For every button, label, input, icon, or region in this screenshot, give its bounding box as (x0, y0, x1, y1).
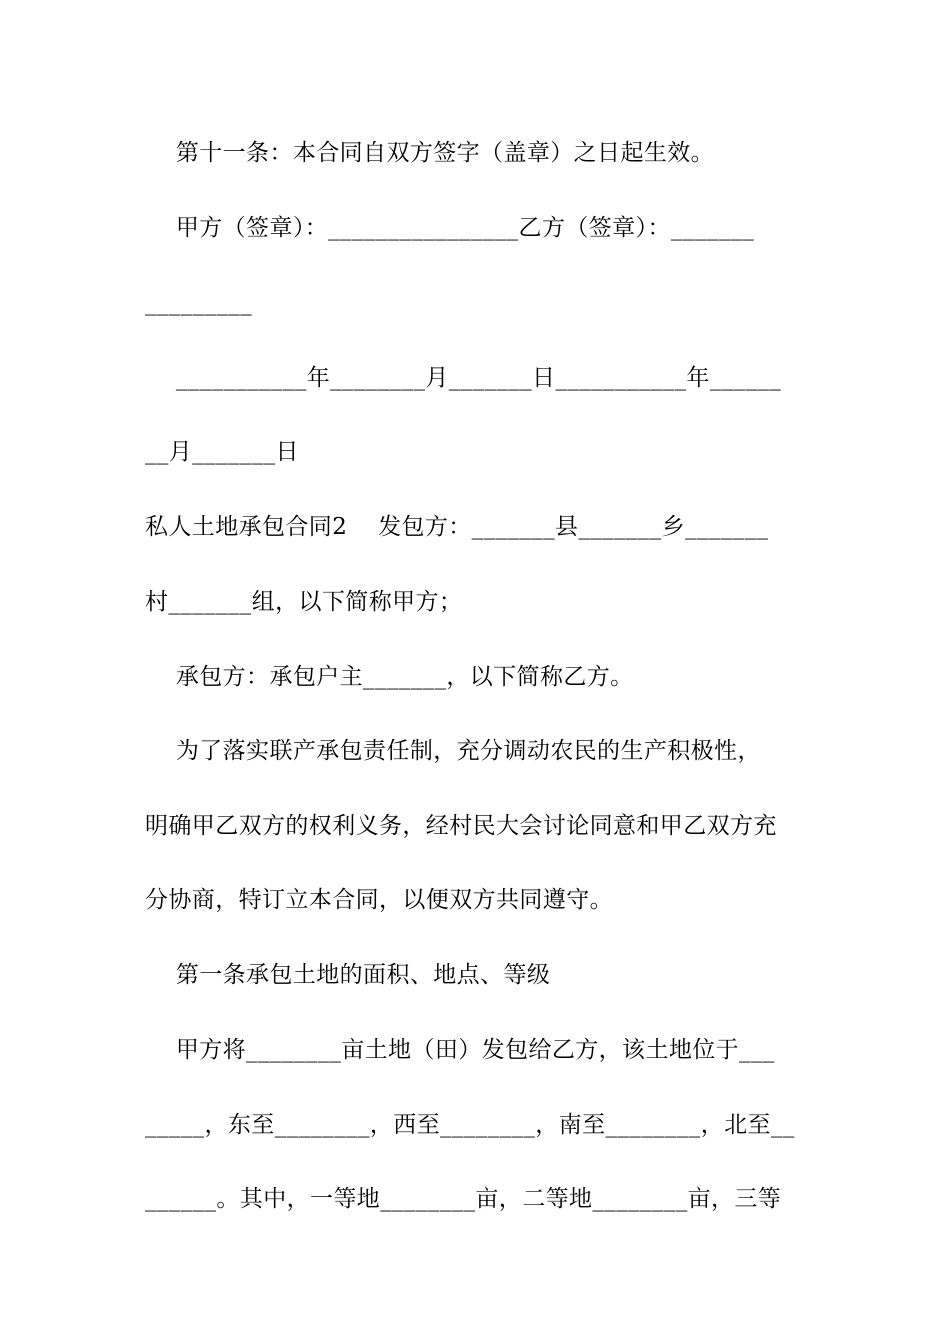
clause-1-heading: 第一条承包土地的面积、地点、等级 (145, 962, 551, 988)
signature-line-continued: _________ (145, 290, 253, 316)
contractor-line: 承包方：承包户主_______，以下简称乙方。 (145, 664, 634, 690)
clause-11-effective: 第十一条：本合同自双方签字（盖章）之日起生效。 (145, 140, 715, 166)
purpose-paragraph-line-1: 为了落实联产承包责任制，充分调动农民的生产积极性， (145, 738, 761, 764)
purpose-paragraph-line-2: 明确甲乙双方的权利义务，经村民大会讨论同意和甲乙双方充 (145, 813, 777, 839)
land-area-line-1: 甲方将________亩土地（田）发包给乙方，该土地位于___ (145, 1037, 775, 1063)
date-line-continued: __月_______日 (145, 439, 299, 465)
land-area-line-3: ______。其中，一等地________亩，二等地________亩，三等 (145, 1186, 782, 1212)
employer-continued: 村_______组，以下简称甲方； (145, 589, 463, 615)
signature-line-parties: 甲方（签章）：________________乙方（签章）：_______ (145, 215, 755, 241)
date-line: ___________年________月_______日___________年______ (145, 365, 782, 391)
land-area-line-2: _____，东至________，西至________，南至________，北至__ (145, 1112, 795, 1138)
purpose-paragraph-line-3: 分协商，特订立本合同，以便双方共同遵守。 (145, 887, 613, 913)
contract-title-employer: 私人土地承包合同2 发包方：_______县_______乡_______ (145, 514, 769, 540)
